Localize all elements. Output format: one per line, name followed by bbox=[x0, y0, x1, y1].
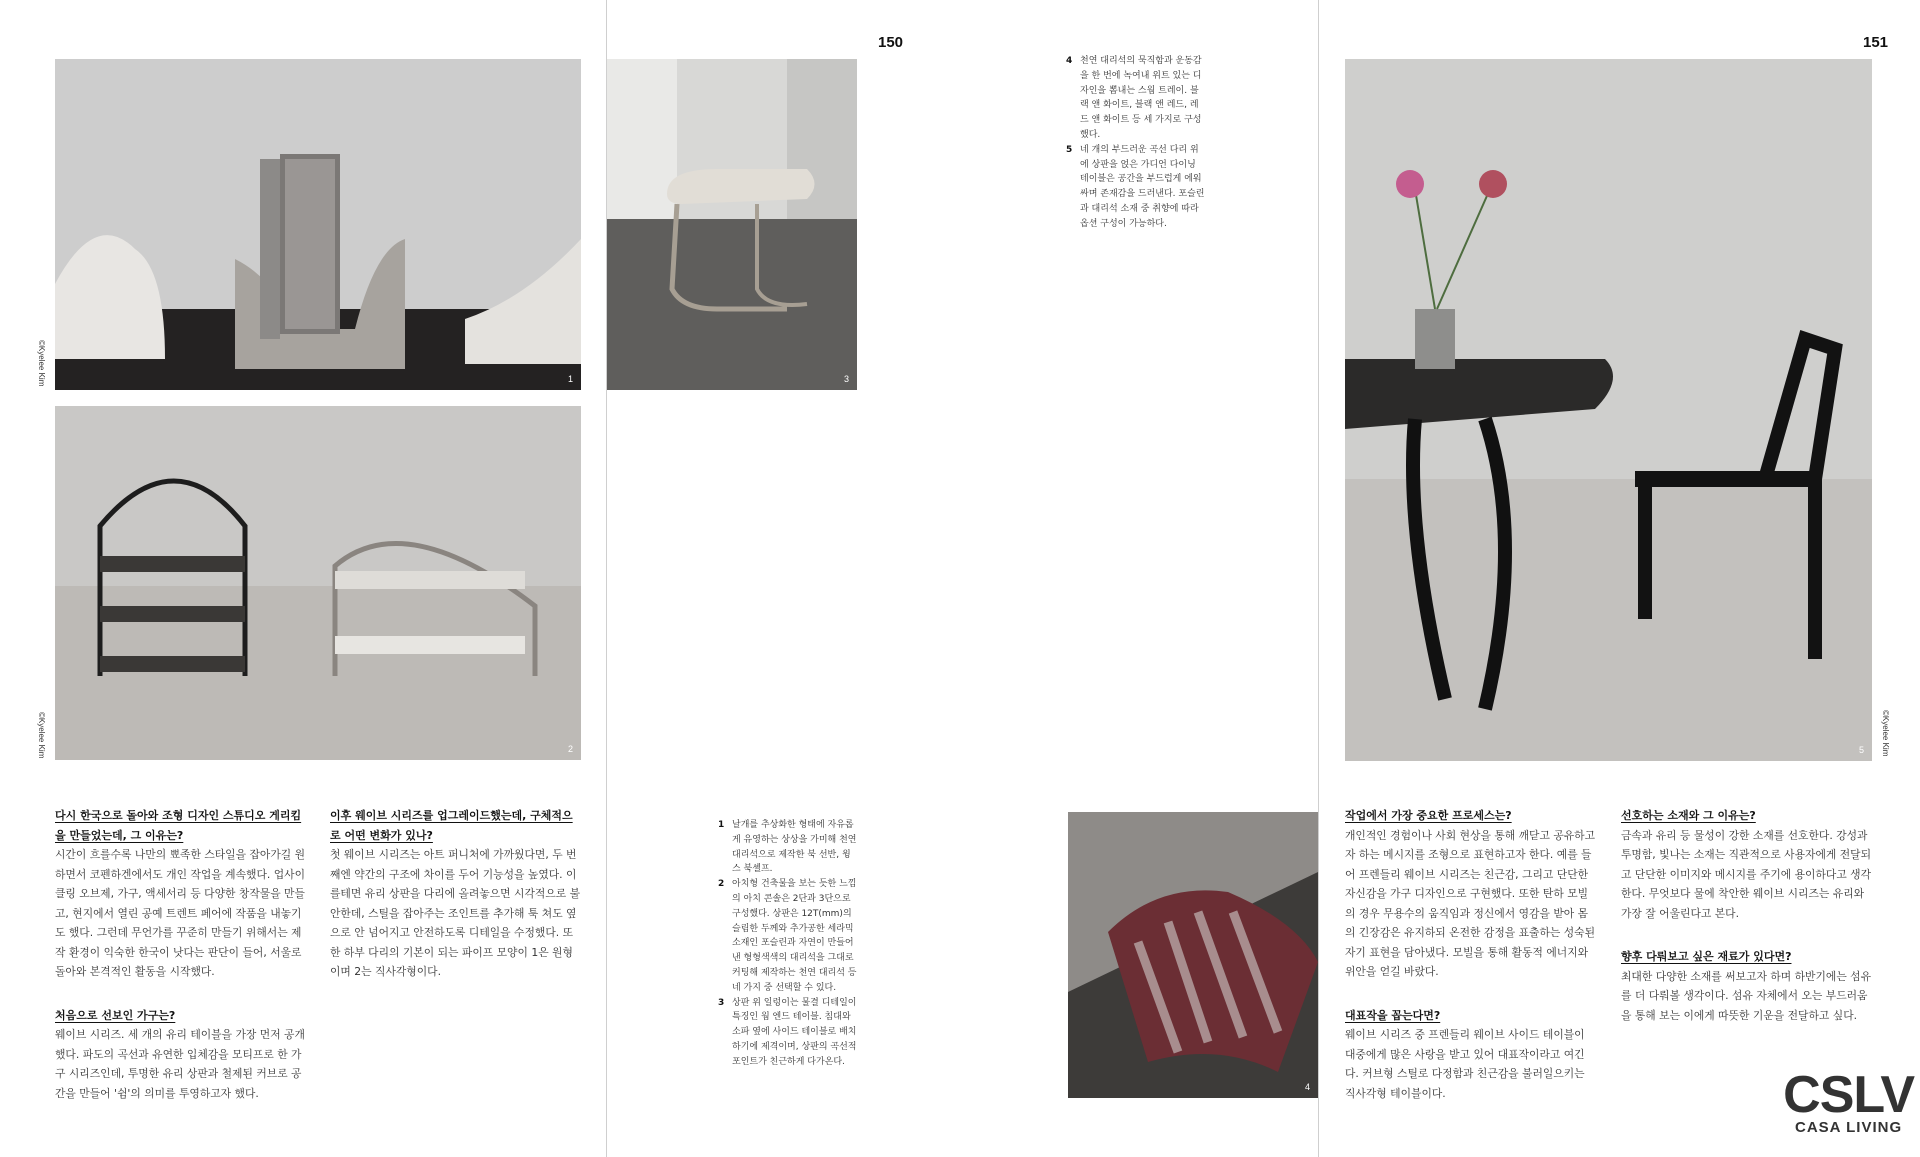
qa-question: 선호하는 소재와 그 이유는? bbox=[1621, 809, 1756, 822]
photo-book-shelf bbox=[55, 59, 581, 390]
photo-arch-consoles bbox=[55, 406, 581, 760]
cslv-logo bbox=[1783, 1066, 1914, 1137]
qa-question: 작업에서 가장 중요한 프로세스는? bbox=[1345, 809, 1512, 822]
qa-column-left-2 bbox=[330, 806, 582, 1006]
caption-block-top bbox=[1066, 54, 1206, 232]
caption-text: 네 개의 부드러운 곡선 다리 위에 상판을 얹은 가디언 다이닝 테이블은 공간을 부드럽게 에워싸며 존재감을 드러낸다. 포슬린과 대리석 소재 중 취향에 따라 옵션 구성이 가능하다. bbox=[1080, 144, 1205, 229]
qa-column-right-1 bbox=[1345, 806, 1597, 1127]
page-number-left: 150 bbox=[878, 34, 904, 51]
photo-credit: ©Kyelee Kim bbox=[1881, 710, 1890, 757]
qa-question: 향후 다뤄보고 싶은 재료가 있다면? bbox=[1621, 950, 1792, 963]
caption-text: 천연 대리석의 묵직함과 운동감을 한 번에 녹여내 위트 있는 디자인을 뽐내는 스웜 트레이. 블랙 앤 화이트, 블랙 앤 레드, 레드 앤 화이트 등 세 가지로 구성했다. bbox=[1080, 56, 1202, 140]
caption-item: 4 천연 대리석의 묵직함과 운동감을 한 번에 녹여내 위트 있는 디자인을 뽐내는 스웜 트레이. 블랙 앤 화이트, 블랙 앤 레드, 레드 앤 화이트 등 세 가지로 구성했다. bbox=[1066, 56, 1202, 140]
caption-item: 2 아치형 건축물을 보는 듯한 느낌의 아치 콘솔은 2단과 3단으로 구성했다. 상판은 12T(mm)의 슬림한 두께와 추가공한 세라믹 소재인 포슬린과 자연이 만들어낸 형형색색의 대리석을 그대로 커팅해 제작하는 천연 대리석 등 네 가지 중 선택할 수 있다. bbox=[718, 879, 857, 993]
photo-number: 2 bbox=[567, 744, 573, 754]
photo-dining-table bbox=[1345, 59, 1872, 761]
qa-answer: 최대한 다양한 소재를 써보고자 하며 하반기에는 섬유를 더 다뤄볼 생각이다. 섬유 자체에서 오는 부드러움을 통해 보는 이에게 따뜻한 기운을 전달하고 싶다. bbox=[1621, 969, 1872, 1022]
photo-tray bbox=[1068, 812, 1318, 1098]
spread-divider-right bbox=[1318, 0, 1319, 1157]
qa-question: 이후 웨이브 시리즈를 업그레이드했는데, 구체적으로 어떤 변화가 있나? bbox=[330, 809, 573, 842]
photo-number: 1 bbox=[567, 374, 573, 384]
caption-item: 3 상판 위 일렁이는 물결 디테일이 특징인 웜 엔드 테이블. 침대와 소파 옆에 사이드 테이블로 배치하기에 제격이며, 상판의 곡선적 포인트가 친근하게 다가온다. bbox=[718, 997, 857, 1067]
photo-credit: ©Kyelee Kim bbox=[37, 712, 46, 759]
photo-number: 5 bbox=[1858, 745, 1864, 755]
qa-answer: 시간이 흐를수록 나만의 뾰족한 스타일을 잡아가길 원하면서 코펜하겐에서도 개인 작업을 계속했다. 업사이클링 오브제, 가구, 액세서리 등 다양한 창작물을 만들고, 현지에서 열린 공예 트렌트 페어에 작품을 내놓기도 했다. 그런데 무언가를 꾸준히 만들기 위해서는 제작 환경이 익숙한 한국이 낫다는 판단이 들어, 서울로 돌아와 본격적인 활동을 시작했다. bbox=[55, 848, 306, 978]
caption-text: 상판 위 일렁이는 물결 디테일이 특징인 웜 엔드 테이블. 침대와 소파 옆에 사이드 테이블로 배치하기에 제격이며, 상판의 곡선적 포인트가 친근하게 다가온다. bbox=[732, 997, 857, 1067]
qa-answer: 첫 웨이브 시리즈는 아트 퍼니처에 가까웠다면, 두 번째엔 약간의 구조에 차이를 두어 기능성을 높였다. 이를테면 유리 상판을 다리에 올려놓으면 시각적으로 불안한데, 스틸을 잡아주는 조인트를 추가해 툭 쳐도 옆으로 안 넘어지고 안전하도록 디테일을 수정했다. 또한 하부 다리의 기본이 되는 파이프 모양이 1은 원형이며 2는 직사각형이다. bbox=[330, 848, 581, 978]
caption-block-bottom bbox=[718, 818, 858, 1070]
caption-item: 5 네 개의 부드러운 곡선 다리 위에 상판을 얹은 가디언 다이닝 테이블은 공간을 부드럽게 에워싸며 존재감을 드러낸다. 포슬린과 대리석 소재 중 취향에 따라 옵션 구성이 가능하다. bbox=[1066, 144, 1205, 229]
qa-answer: 개인적인 경험이나 사회 현상을 통해 깨닫고 공유하고자 하는 메시지를 조형으로 표현하고자 한다. 예를 들어 프렌들리 웨이브 시리즈는 친근감, 그리고 단단한 자신감을 가구 디자인으로 구현했다. 또한 탄하 모빌의 경우 무용수의 움직임과 정신에서 영감을 받아 몸의 긴장감은 유지하되 온전한 감정을 표출하는 성숙된 자기 표현을 담아냈다. 모빌을 통해 활동적 에너지와 위안을 얻길 바랐다. bbox=[1345, 828, 1596, 978]
qa-column-left-1 bbox=[55, 806, 307, 1127]
photo-side-table bbox=[607, 59, 857, 390]
photo-number: 3 bbox=[843, 374, 849, 384]
caption-text: 아치형 건축물을 보는 듯한 느낌의 아치 콘솔은 2단과 3단으로 구성했다. 상판은 12T(mm)의 슬림한 두께와 추가공한 세라믹 소재인 포슬린과 자연이 만들어낸 형형색색의 대리석을 그대로 커팅해 제작하는 천연 대리석 등 네 가지 중 선택할 수 있다. bbox=[732, 879, 857, 993]
qa-question: 처음으로 선보인 가구는? bbox=[55, 1008, 176, 1022]
qa-answer: 금속과 유리 등 물성이 강한 소재를 선호한다. 강성과 투명함, 빛나는 소재는 직관적으로 사용자에게 전달되고 단단한 이미지와 메시지를 주기에 용이하다고 생각한다. 무엇보다 물에 착안한 웨이브 시리즈는 유리와 가장 잘 어울린다고 본다. bbox=[1621, 828, 1872, 920]
photo-number: 4 bbox=[1304, 1082, 1310, 1092]
qa-column-right-2 bbox=[1621, 806, 1873, 1049]
qa-answer: 웨이브 시리즈. 세 개의 유리 테이블을 가장 먼저 공개했다. 파도의 곡선과 유연한 입체감을 모티프로 한 가구 시리즈인데, 투명한 유리 상판과 철제된 커브로 공간을 만들어 '쉼'의 의미를 투영하고자 했다. bbox=[55, 1028, 305, 1100]
qa-question: 대표작을 꼽는다면? bbox=[1345, 1008, 1441, 1022]
logo-wordmark: CSLV bbox=[1783, 1066, 1914, 1124]
qa-question: 다시 한국으로 돌아와 조형 디자인 스튜디오 게리킴을 만들었는데, 그 이유는? bbox=[55, 809, 302, 842]
logo-subtitle: CASA LIVING bbox=[1795, 1119, 1903, 1136]
caption-text: 날개를 추상화한 형태에 자유롭게 유영하는 상상을 가미해 천연 대리석으로 제작한 북 선반, 윙스 북셸프. bbox=[732, 820, 857, 875]
page-number-right: 151 bbox=[1863, 34, 1889, 51]
photo-credit: ©Kyelee Kim bbox=[37, 340, 46, 387]
caption-item: 1 날개를 추상화한 형태에 자유롭게 유영하는 상상을 가미해 천연 대리석으로 제작한 북 선반, 윙스 북셸프. bbox=[718, 820, 857, 875]
qa-answer: 웨이브 시리즈 중 프렌들리 웨이브 사이드 테이블이 대중에게 많은 사랑을 받고 있어 대표작이라고 여긴다. 커브형 스틸로 다정함과 친근감을 불러일으키는 직사각형 테이블이다. bbox=[1345, 1028, 1585, 1100]
